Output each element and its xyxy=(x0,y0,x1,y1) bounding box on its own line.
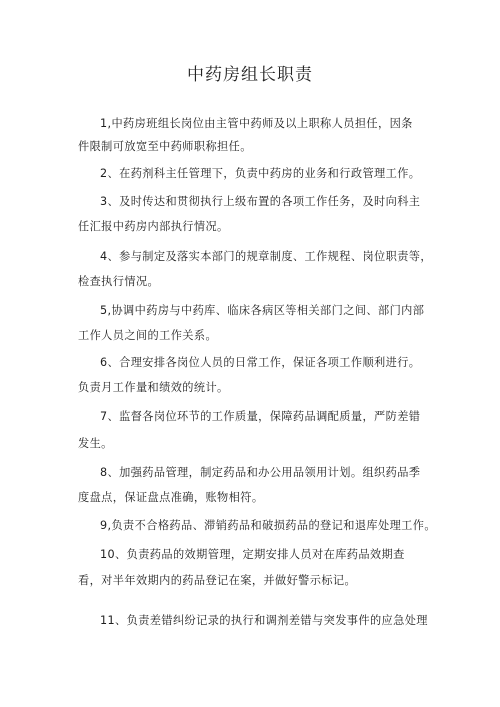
paragraph-6-line-1: 6、合理安排各岗位人员的日常工作，保证各项工作顺利进行。 xyxy=(100,356,421,369)
paragraph-8-line-2: 度盘点，保证盘点准确，账物相符。 xyxy=(78,491,264,504)
paragraph-3-line-1: 3、及时传达和贯彻执行上级布置的各项工作任务，及时向科主 xyxy=(100,195,421,208)
paragraph-11-line-1: 11、负责差错纠纷记录的执行和调剂差错与突发事件的应急处理 xyxy=(100,614,428,627)
paragraph-5-line-2: 工作人员之间的工作关系。 xyxy=(78,329,218,342)
paragraph-4-line-1: 4、参与制定及落实本部门的规章制度、工作规程、岗位职责等， xyxy=(100,250,432,263)
paragraph-4-line-2: 检查执行情况。 xyxy=(78,275,160,288)
paragraph-1-line-2: 件限制可放宽至中药师职称担任。 xyxy=(78,140,252,153)
paragraph-1-line-1: 1,中药房班组长岗位由主管中药师及以上职称人员担任，因条 xyxy=(100,117,413,130)
paragraph-2-line-1: 2、在药剂科主任管理下，负责中药房的业务和行政管理工作。 xyxy=(100,167,421,180)
paragraph-6-line-2: 负责月工作量和绩效的统计。 xyxy=(78,381,229,394)
paragraph-8-line-1: 8、加强药品管理，制定药品和办公用品领用计划。组织药品季 xyxy=(100,466,421,479)
paragraph-9-line-1: 9,负责不合格药品、滞销药品和破损药品的登记和退库处理工作。 xyxy=(100,519,436,532)
paragraph-10-line-2: 看，对半年效期内的药品登记在案，并做好警示标记。 xyxy=(78,574,357,587)
paragraph-7-line-1: 7、监督各岗位环节的工作质量，保障药品调配质量，严防差错 xyxy=(100,410,421,423)
paragraph-3-line-2: 任汇报中药房内部执行情况。 xyxy=(78,220,229,233)
paragraph-10-line-1: 10、负责药品的效期管理，定期安排人员对在库药品效期查 xyxy=(100,548,405,561)
paragraph-7-line-2: 发生。 xyxy=(78,437,113,450)
paragraph-5-line-1: 5,协调中药房与中药库、临床各病区等相关部门之间、部门内部 xyxy=(100,304,425,317)
page-title: 中药房组长职责 xyxy=(187,65,313,85)
